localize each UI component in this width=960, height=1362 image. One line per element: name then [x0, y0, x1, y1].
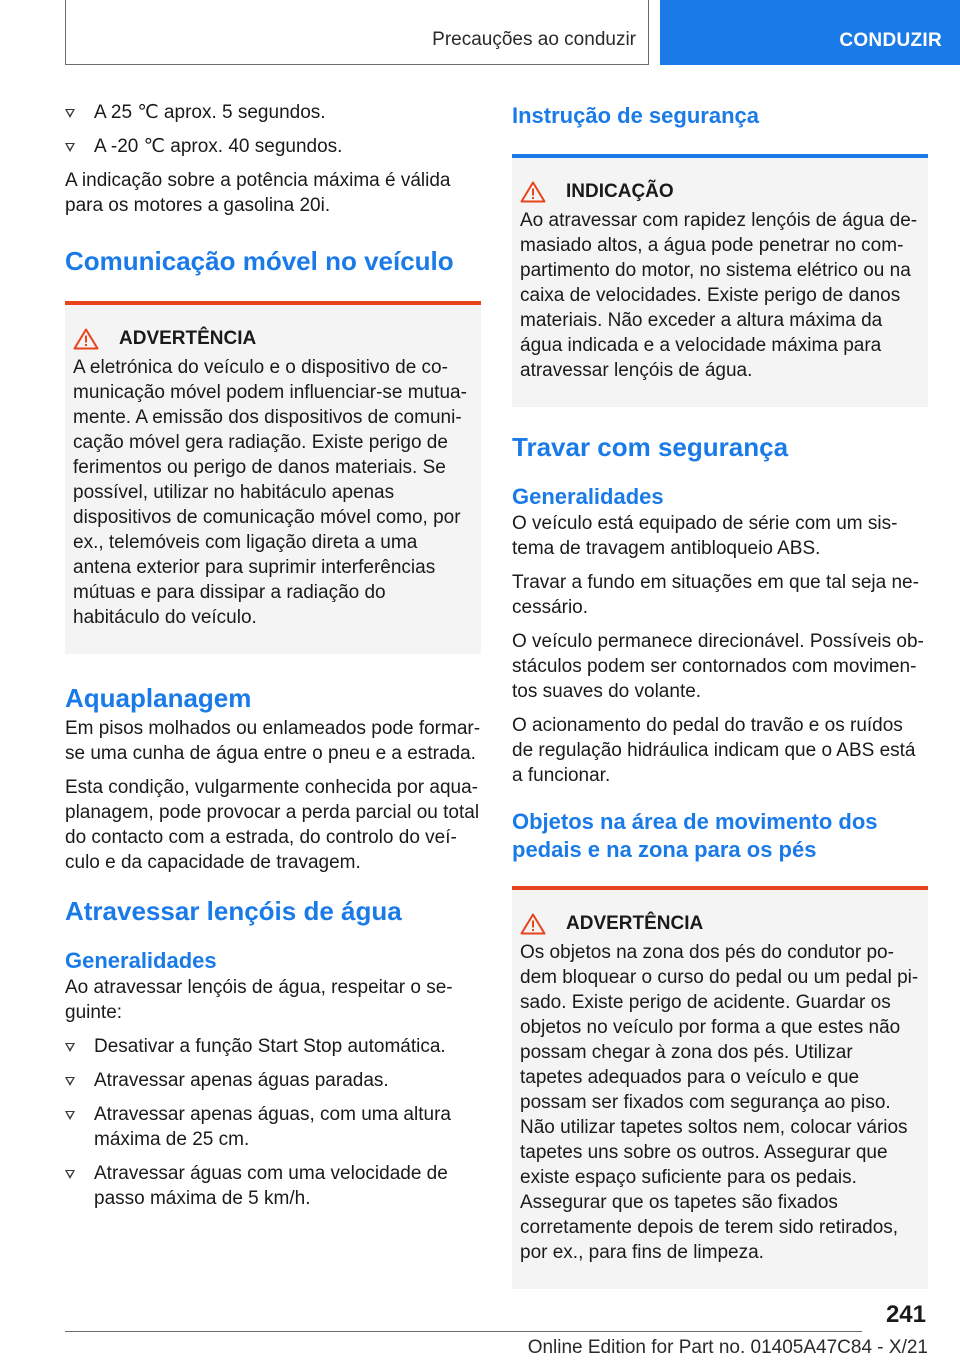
- list-item: Desativar a função Start Stop automática.: [65, 1034, 481, 1059]
- mobile-heading: Comunicação móvel no veículo: [65, 246, 454, 276]
- water-intro: Ao atravessar lençóis de água, respeitar o seguinte:: [65, 977, 453, 1023]
- intro-note: A indicação sobre a potência máxima é válida para os motores a gasolina 20i.: [65, 170, 451, 216]
- brake-paragraph: Travar a fundo em situações em que tal seja necessário.: [512, 572, 919, 618]
- note-text: Ao atravessar com rapidez lençóis de água demasiado altos, a água pode penetrar no compartimento do motor, no sistema elétrico ou na caixa de velocidades. Existe perigo de danos materiais. Não exceder a altura máxima da água indicada e a velocidade máxima para atravessar lençóis de água.: [520, 210, 918, 381]
- water-bullet-list: [65, 1034, 481, 1211]
- objects-heading: Objetos na área de movimento dos pedais e na zona para os pés: [512, 809, 878, 862]
- note-title: INDICAÇÃO: [566, 181, 674, 202]
- left-column: [65, 100, 481, 1220]
- objects-warning-box: [512, 886, 928, 1289]
- list-item: A 25 ℃ aprox. 5 segundos.: [65, 100, 481, 125]
- brake-paragraph: O veículo está equipado de série com um sistema de travagem antibloqueio ABS.: [512, 513, 898, 559]
- warning-title-row: [520, 912, 920, 936]
- list-item: Atravessar apenas águas paradas.: [65, 1068, 481, 1093]
- header-section-box: [65, 0, 649, 65]
- warning-title: ADVERTÊNCIA: [566, 913, 704, 934]
- triangle-bullet-icon: [65, 1043, 75, 1052]
- triangle-bullet-icon: [65, 143, 75, 152]
- warning-title: ADVERTÊNCIA: [119, 328, 257, 349]
- right-column: [512, 100, 928, 1289]
- aquaplaning-heading: Aquaplanagem: [65, 683, 252, 713]
- warning-triangle-icon: [73, 328, 99, 350]
- list-item: A -20 ℃ aprox. 40 segundos.: [65, 134, 481, 159]
- brake-heading: Travar com segurança: [512, 432, 789, 462]
- triangle-bullet-icon: [65, 1077, 75, 1086]
- warning-title-row: [73, 327, 473, 351]
- brake-paragraph: O veículo permanece direcionável. Possíveis obstáculos podem ser contornados com movimentos suaves do volante.: [512, 631, 924, 702]
- intro-bullet-list: [65, 100, 481, 159]
- list-item: Atravessar apenas águas, com uma altura máxima de 25 cm.: [65, 1102, 481, 1152]
- triangle-bullet-icon: [65, 109, 75, 118]
- chapter-tab-label: CONDUZIR: [839, 30, 942, 51]
- water-heading: Atravessar lençóis de água: [65, 896, 402, 926]
- water-subheading: Generalidades: [65, 948, 217, 973]
- list-item: Atravessar águas com uma velocidade de passo máxima de 5 km/h.: [65, 1161, 481, 1211]
- warning-text: A eletrónica do veículo e o dispositivo de comunicação móvel podem influenciar-se mutuamente. A emissão dos dispositivos de comunicação móvel gera radiação. Existe perigo de ferimentos ou perigo de danos materiais. Se possível, utilizar no habitáculo apenas dispositivos de comunicação móvel como, por ex., telemóveis com ligação direta a uma antena exterior para suprimir interferências mútuas e para dissipar a radiação do habitáculo do veículo.: [73, 357, 467, 628]
- aquaplaning-paragraph: Esta condição, vulgarmente conhecida por aquaplanagem, pode provocar a perda parcial ou total do contacto com a estrada, do controlo do veículo e da capacidade de travagem.: [65, 777, 480, 873]
- mobile-warning-box: [65, 301, 481, 654]
- section-title: Precauções ao conduzir: [432, 29, 636, 50]
- aquaplaning-paragraph: Em pisos molhados ou enlameados pode formar-se uma cunha de água entre o pneu e a estrada.: [65, 718, 481, 764]
- triangle-bullet-icon: [65, 1111, 75, 1120]
- warning-triangle-icon: [520, 181, 546, 203]
- brake-subheading: Generalidades: [512, 484, 664, 509]
- warning-text: Os objetos na zona dos pés do condutor podem bloquear o curso do pedal ou um pedal pisado. Existe perigo de acidente. Guardar os objetos no veículo por forma a que estes não possam chegar à zona dos pés. Utilizar tapetes adequados para o veículo e que possam ser fixados com segurança ao piso. Não utilizar tapetes soltos nem, colocar vários tapetes uns sobre os outros. Assegurar que existe espaço suficiente para os pedais. Assegurar que os tapetes são fixados corretamente depois de terem sido retirados, por ex., para fins de limpeza.: [520, 942, 919, 1263]
- chapter-tab[interactable]: [660, 0, 960, 65]
- page-number: 241: [885, 1301, 926, 1328]
- edition-text: Online Edition for Part no. 01405A47C84 - X/21: [527, 1337, 928, 1358]
- safety-note-box: [512, 154, 928, 407]
- safety-heading: Instrução de segurança: [512, 103, 759, 128]
- triangle-bullet-icon: [65, 1170, 75, 1179]
- warning-triangle-icon: [520, 913, 546, 935]
- brake-paragraph: O acionamento do pedal do travão e os ruídos de regulação hidráulica indicam que o ABS está a funcionar.: [512, 715, 916, 786]
- note-title-row: [520, 180, 920, 204]
- footer-divider: [65, 1331, 862, 1332]
